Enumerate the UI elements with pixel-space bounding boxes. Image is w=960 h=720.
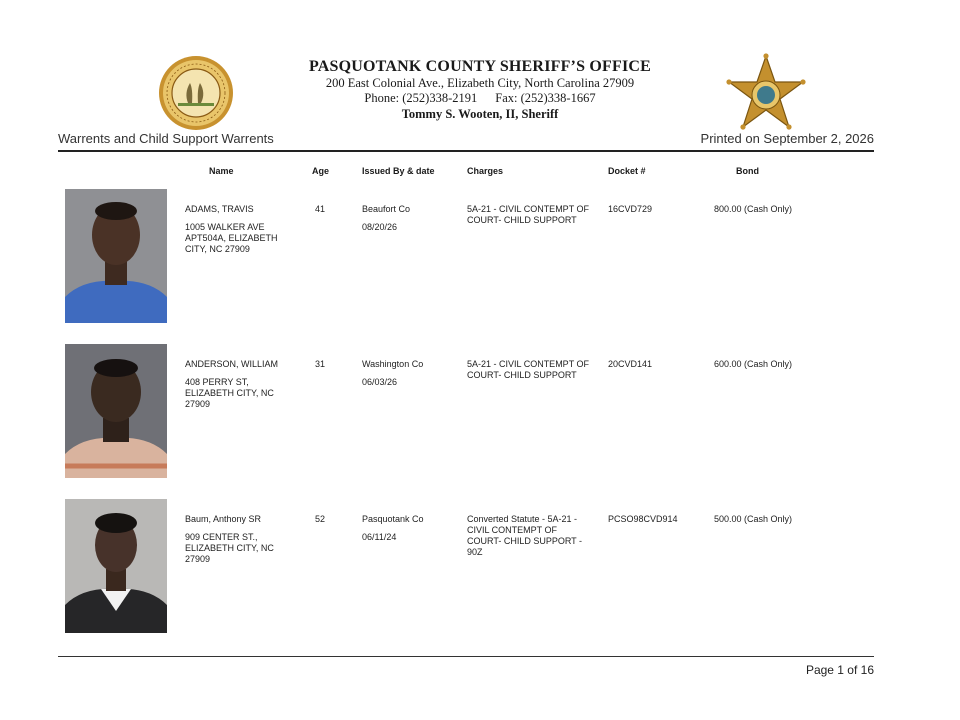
sheriff-star-badge-icon [726, 53, 806, 133]
record-age: 52 [315, 514, 326, 524]
record-issued-by: Pasquotank Co [362, 514, 424, 524]
record-bond: 600.00 (Cash Only) [714, 359, 793, 369]
record-age: 41 [315, 204, 326, 214]
office-name: PASQUOTANK COUNTY SHERIFF’S OFFICE [308, 58, 652, 75]
report-title: Warrents and Child Support Warrents [58, 131, 274, 146]
record-issued-date: 06/11/24 [362, 532, 397, 542]
record-issued-date: 06/03/26 [362, 377, 398, 387]
office-fax: Fax: (252)338-1667 [495, 91, 596, 105]
record-issued-date: 08/20/26 [362, 222, 398, 232]
state-seal-icon [158, 55, 234, 131]
record-docket: 16CVD729 [608, 204, 653, 214]
office-phone: Phone: (252)338-2191 [364, 91, 478, 105]
record-docket: 20CVD141 [608, 359, 653, 369]
record-age: 31 [315, 359, 326, 369]
record-docket: PCSO98CVD914 [608, 514, 678, 524]
col-bond: Bond [736, 166, 759, 176]
record-name: Baum, Anthony SR [185, 514, 262, 524]
mugshot-photo [65, 499, 167, 633]
record-charges: Converted Statute - 5A-21 - CIVIL CONTEMPT OF COURT- CHILD SUPPORT - 90Z [467, 514, 583, 557]
record-charges: 5A-21 - CIVIL CONTEMPT OF COURT- CHILD SUPPORT [467, 204, 590, 225]
col-charges: Charges [467, 166, 504, 176]
header-divider [58, 150, 874, 152]
printed-date: Printed on September 2, 2026 [700, 131, 874, 146]
record-issued-by: Beaufort Co [362, 204, 411, 214]
record-issued-by: Washington Co [362, 359, 424, 369]
record-bond: 500.00 (Cash Only) [714, 514, 793, 524]
office-address: 200 East Colonial Ave., Elizabeth City, North Carolina 27909 [325, 76, 635, 90]
office-header [250, 57, 710, 122]
table-row [0, 344, 960, 484]
record-name: ANDERSON, WILLIAM [185, 359, 279, 369]
col-name: Name [209, 166, 234, 176]
record-bond: 800.00 (Cash Only) [714, 204, 793, 214]
col-docket: Docket # [608, 166, 646, 176]
record-name: ADAMS, TRAVIS [185, 204, 254, 214]
col-age: Age [312, 166, 330, 176]
mugshot-photo [65, 344, 167, 478]
footer-divider [58, 656, 874, 657]
sheriff-name: Tommy S. Wooten, II, Sheriff [401, 107, 559, 121]
table-row [0, 189, 960, 329]
record-address: 909 CENTER ST., ELIZABETH CITY, NC 27909 [185, 532, 274, 564]
record-charges: 5A-21 - CIVIL CONTEMPT OF COURT- CHILD SUPPORT [467, 359, 590, 380]
record-address: 1005 WALKER AVE APT504A, ELIZABETH CITY, NC 27909 [185, 222, 278, 254]
record-address: 408 PERRY ST, ELIZABETH CITY, NC 27909 [185, 377, 274, 409]
page-number: Page 1 of 16 [805, 663, 874, 677]
col-issued: Issued By & date [362, 166, 435, 176]
table-row [0, 499, 960, 639]
mugshot-photo [65, 189, 167, 323]
